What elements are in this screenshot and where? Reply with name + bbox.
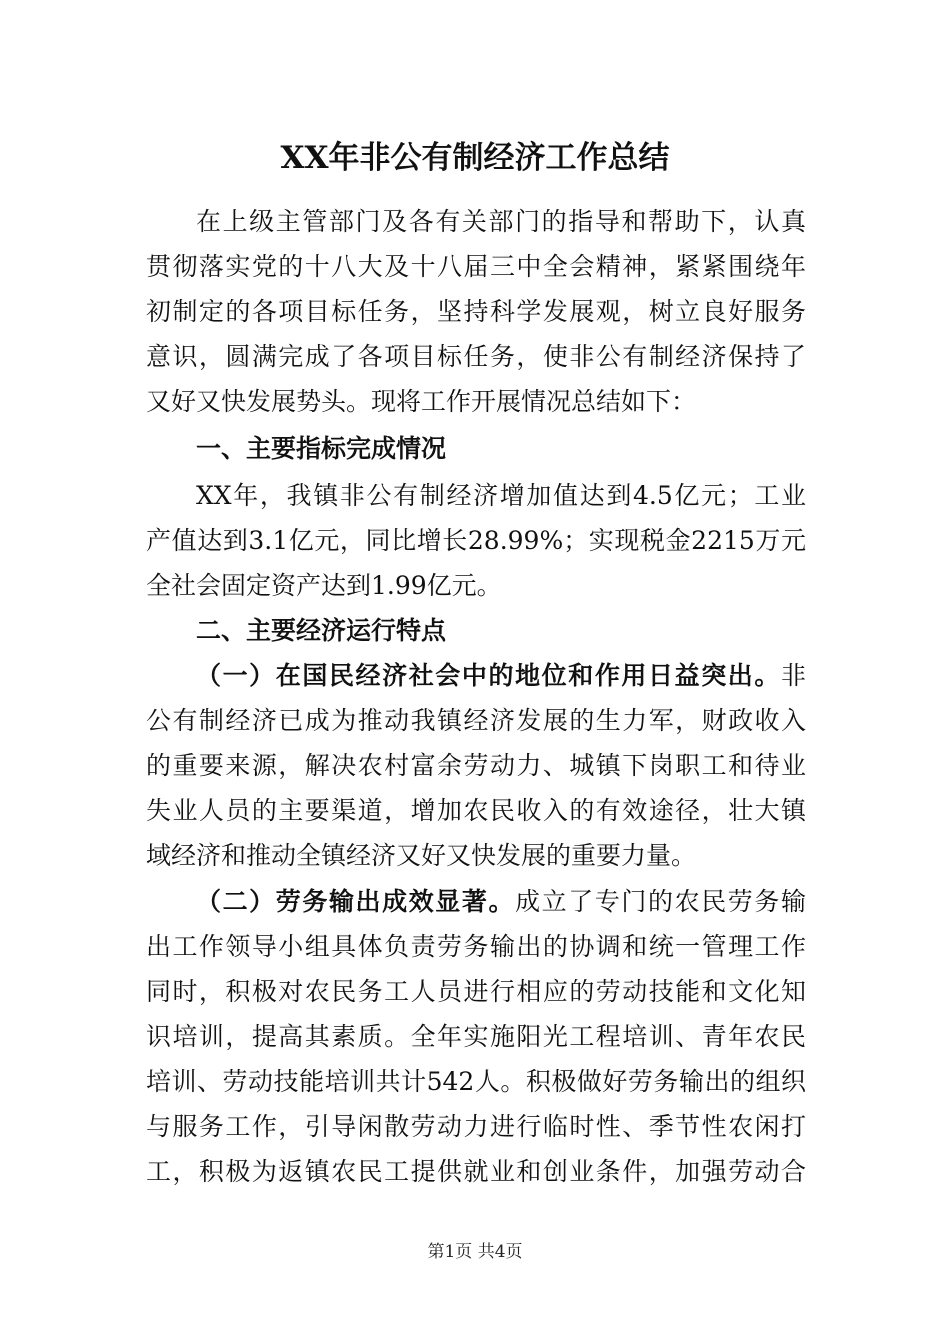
section-heading: 一、主要指标完成情况	[196, 434, 447, 463]
intro-line: 又好又快发展势头。现将工作开展情况总结如下：	[146, 387, 697, 416]
body-line: XX年，我镇非公有制经济增加值达到4.5亿元；工业	[196, 481, 806, 510]
body-line: 产值达到3.1亿元，同比增长28.99%；实现税金2215万元	[146, 526, 806, 555]
intro-line: 意识，圆满完成了各项目标任务，使非公有制经济保持了	[146, 342, 806, 371]
body-text: 成立了专门的农民劳务输	[515, 887, 806, 916]
intro-line: 贯彻落实党的十八大及十八届三中全会精神，紧紧围绕年	[146, 252, 806, 281]
section-heading: 二、主要经济运行特点	[196, 616, 447, 645]
body-line	[196, 658, 806, 694]
body-line: 域经济和推动全镇经济又好又快发展的重要力量。	[146, 841, 697, 870]
body-line	[196, 884, 806, 920]
body-line: 同时，积极对农民务工人员进行相应的劳动技能和文化知	[146, 977, 806, 1006]
body-line: 工，积极为返镇农民工提供就业和创业条件，加强劳动合	[146, 1157, 806, 1186]
subsection-lead: （一）在国民经济社会中的地位和作用日益突出。	[196, 661, 781, 690]
body-line: 培训、劳动技能培训共计542人。积极做好劳务输出的组织	[146, 1067, 806, 1096]
body-line: 全社会固定资产达到1.99亿元。	[146, 571, 502, 600]
body-line: 出工作领导小组具体负责劳务输出的协调和统一管理工作	[146, 932, 806, 961]
body-line: 识培训，提高其素质。全年实施阳光工程培训、青年农民	[146, 1022, 806, 1051]
body-line: 失业人员的主要渠道，增加农民收入的有效途径，壮大镇	[146, 796, 806, 825]
intro-line: 初制定的各项目标任务，坚持科学发展观，树立良好服务	[146, 297, 806, 326]
page-footer: 第1页 共4页	[427, 1242, 523, 1262]
intro-line: 在上级主管部门及各有关部门的指导和帮助下，认真	[196, 207, 806, 236]
subsection-lead: （二）劳务输出成效显著。	[196, 887, 516, 916]
body-line: 与服务工作，引导闲散劳动力进行临时性、季节性农闲打	[146, 1112, 806, 1141]
body-line: 公有制经济已成为推动我镇经济发展的生力军，财政收入	[146, 706, 806, 735]
document-title: XX年非公有制经济工作总结	[280, 140, 670, 176]
body-line: 的重要来源，解决农村富余劳动力、城镇下岗职工和待业	[146, 751, 806, 780]
body-text: 非	[780, 661, 806, 690]
